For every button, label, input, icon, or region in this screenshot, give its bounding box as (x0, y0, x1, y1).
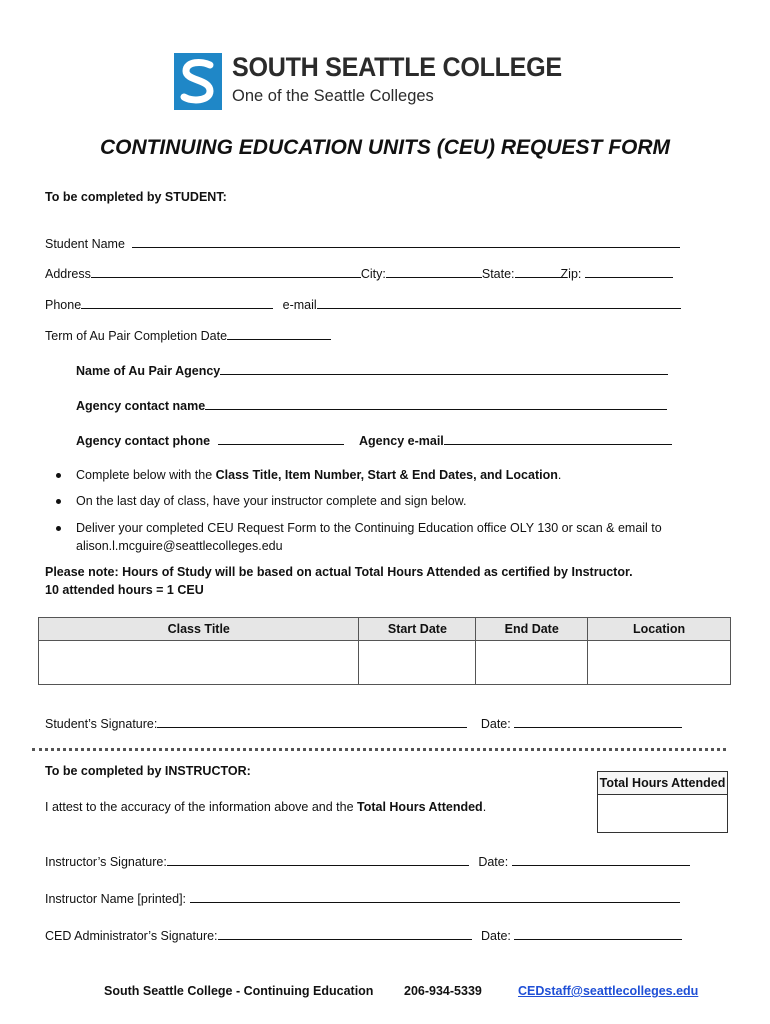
instruction-text: Complete below with the (76, 468, 216, 482)
instructor-signature-label: Instructor’s Signature: (45, 855, 167, 869)
state-label: State: (481, 267, 515, 281)
student-date-field[interactable] (514, 716, 682, 728)
instructor-date-label: Date: (478, 855, 509, 869)
note-line-2: 10 attended hours = 1 CEU (45, 583, 204, 597)
college-logo-mark (174, 53, 222, 110)
student-name-field[interactable] (132, 236, 680, 248)
attest-text: I attest to the accuracy of the information above and the (45, 800, 357, 814)
state-field[interactable] (515, 266, 561, 278)
instructor-signature-field[interactable] (167, 854, 469, 866)
instruction-email: alison.l.mcguire@seattlecolleges.edu (76, 539, 283, 553)
attest-statement (45, 800, 486, 814)
ced-date-field[interactable] (514, 928, 682, 940)
student-date-label: Date: (480, 717, 511, 731)
col-header-start-date: Start Date (359, 618, 476, 641)
agency-email-field[interactable] (444, 433, 672, 445)
agency-name-row (76, 363, 668, 378)
phone-label: Phone (45, 298, 82, 312)
zip-label: Zip: (560, 267, 582, 281)
address-row (45, 266, 673, 281)
address-label: Address (45, 267, 91, 281)
phone-field[interactable] (81, 297, 273, 309)
instructor-name-row (45, 891, 680, 906)
attest-bold-text: Total Hours Attended (357, 800, 483, 814)
total-hours-field[interactable] (598, 795, 727, 832)
student-name-row (45, 236, 680, 251)
ced-signature-field[interactable] (218, 928, 472, 940)
start-date-cell[interactable] (359, 641, 476, 685)
term-label: Term of Au Pair Completion Date (45, 329, 228, 343)
instructor-signature-row (45, 854, 690, 869)
col-header-class-title: Class Title (39, 618, 359, 641)
class-title-cell[interactable] (39, 641, 359, 685)
section-divider (32, 748, 726, 751)
table-header-row (39, 618, 731, 641)
total-hours-label: Total Hours Attended (598, 772, 727, 795)
student-signature-field[interactable] (157, 716, 467, 728)
student-section-heading: To be completed by STUDENT: (45, 190, 227, 204)
agency-phone-label: Agency contact phone (76, 434, 211, 448)
footer-org: South Seattle College - Continuing Education (104, 984, 374, 998)
ced-date-label: Date: (481, 929, 511, 943)
instruction-text: On the last day of class, have your instructor complete and sign below. (76, 494, 467, 508)
table-row (39, 641, 731, 685)
email-field[interactable] (317, 297, 681, 309)
agency-contact-field[interactable] (205, 398, 667, 410)
logo-s-icon (174, 53, 222, 110)
agency-name-label: Name of Au Pair Agency (76, 364, 221, 378)
total-hours-box (597, 771, 728, 833)
instructor-section-heading: To be completed by INSTRUCTOR: (45, 764, 251, 778)
footer-phone: 206-934-5339 (404, 984, 482, 998)
college-tagline: One of the Seattle Colleges (232, 87, 434, 105)
email-label: e-mail (282, 298, 317, 312)
city-field[interactable] (386, 266, 482, 278)
instruction-item (76, 494, 467, 508)
instruction-text: Deliver your completed CEU Request Form to the Continuing Education office OLY 130 or scan & email to (76, 521, 662, 535)
address-field[interactable] (91, 266, 361, 278)
bullet-icon (56, 499, 61, 504)
term-field[interactable] (227, 328, 331, 340)
bullet-icon (56, 473, 61, 478)
location-cell[interactable] (588, 641, 731, 685)
agency-contact-row (76, 398, 667, 413)
instruction-text: . (557, 468, 562, 482)
ced-signature-label: CED Administrator’s Signature: (45, 929, 218, 943)
col-header-location: Location (588, 618, 731, 641)
phone-row (45, 297, 681, 312)
bullet-icon (56, 526, 61, 531)
city-label: City: (360, 267, 386, 281)
ced-signature-row (45, 928, 682, 943)
student-name-label: Student Name (45, 237, 125, 251)
footer-email[interactable]: CEDstaff@seattlecolleges.edu (518, 984, 699, 998)
agency-email-label: Agency e-mail (359, 434, 444, 448)
instructor-date-field[interactable] (512, 854, 690, 866)
agency-phone-row (76, 433, 672, 448)
instruction-bold-text: Class Title, Item Number, Start & End Dates, and Location (215, 468, 558, 482)
note-line-1: Please note: Hours of Study will be based on actual Total Hours Attended as certified by Instructor. (45, 565, 633, 579)
instructor-name-field[interactable] (190, 891, 680, 903)
agency-phone-field[interactable] (218, 433, 344, 445)
col-header-end-date: End Date (476, 618, 588, 641)
college-name: SOUTH SEATTLE COLLEGE (232, 52, 562, 82)
student-signature-label: Student’s Signature: (45, 717, 158, 731)
end-date-cell[interactable] (476, 641, 588, 685)
term-row (45, 328, 331, 343)
instructor-name-label: Instructor Name [printed]: (45, 892, 187, 906)
student-signature-row (45, 716, 682, 731)
form-title: CONTINUING EDUCATION UNITS (CEU) REQUEST FORM (99, 136, 671, 159)
zip-field[interactable] (585, 266, 673, 278)
instruction-item (76, 521, 662, 535)
agency-name-field[interactable] (220, 363, 668, 375)
attest-text: . (482, 800, 487, 814)
class-table (38, 617, 731, 685)
instruction-item (76, 468, 561, 482)
footer-email-link[interactable] (518, 984, 698, 998)
agency-contact-label: Agency contact name (76, 399, 206, 413)
